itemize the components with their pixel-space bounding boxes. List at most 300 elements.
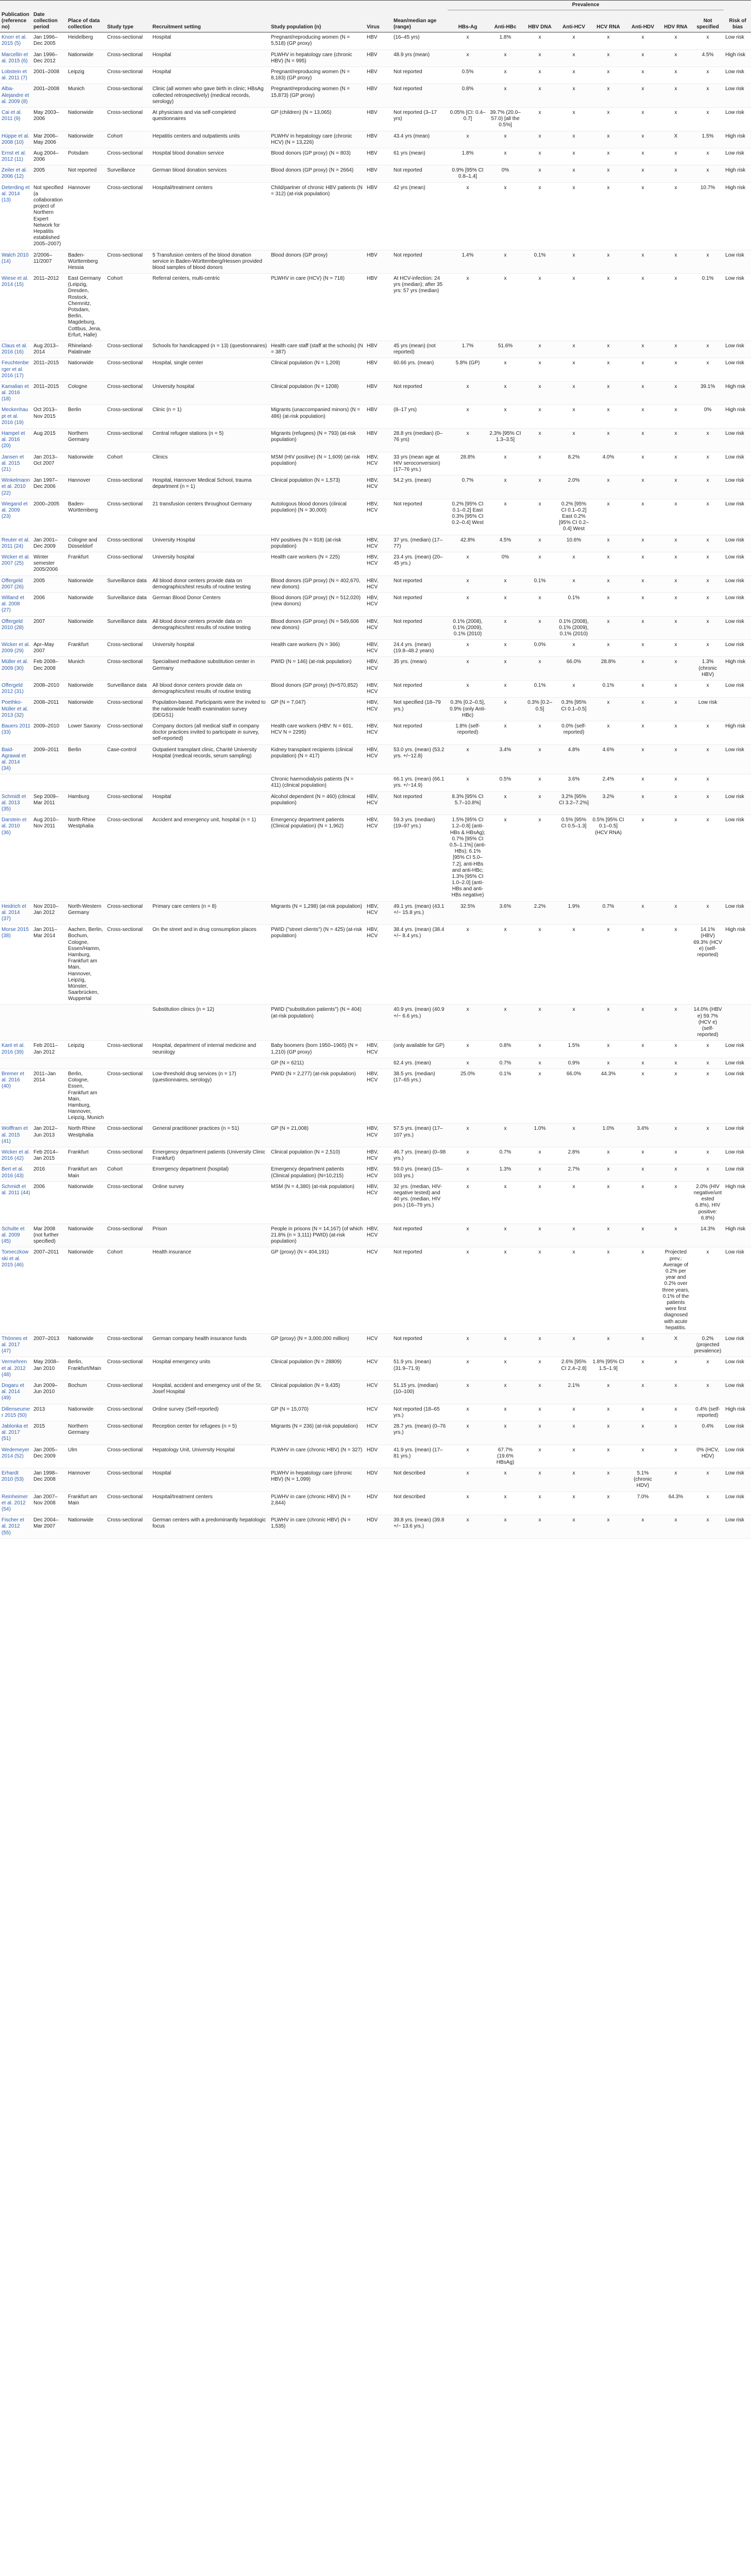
table-cell: Cross-sectional xyxy=(106,552,151,576)
table-cell: Blood donors (GP proxy) (N = 803) xyxy=(269,148,365,165)
table-cell: x xyxy=(591,107,626,131)
table-cell: Population-based. Participants were the invited to the nationwide health examination survey (DEGS1) xyxy=(151,698,269,721)
table-row xyxy=(0,774,751,791)
table-cell: x xyxy=(626,405,660,429)
table-row xyxy=(0,148,751,165)
table-cell: Not specified (a collaboration project of Northern Expert Network for Hepatitis established 2005–2007) xyxy=(32,182,66,250)
table-cell: Low risk xyxy=(724,1041,751,1058)
table-cell: Cross-sectional xyxy=(106,815,151,901)
table-cell: German Blood Donor Centers xyxy=(151,592,269,616)
table-cell: x xyxy=(591,640,626,657)
table-cell: Nationwide xyxy=(66,681,106,698)
table-cell: 1.9% xyxy=(557,901,591,925)
table-cell: 28.8 yrs (median) (0–76 yrs) xyxy=(392,429,448,452)
table-cell: 2/2006–11/2007 xyxy=(32,250,66,274)
table-cell: x xyxy=(557,1333,591,1357)
table-cell: x xyxy=(523,1445,557,1468)
publication-cell: Kant et al. 2016 (39) xyxy=(0,1041,32,1058)
table-row xyxy=(0,67,751,84)
table-cell: Sep 2009–Mar 2011 xyxy=(32,791,66,815)
table-cell: x xyxy=(488,575,523,592)
table-cell xyxy=(724,774,751,791)
table-cell: Outpatient transplant clinic, Charité University Hospital (medical records, serum sampling) xyxy=(151,744,269,774)
table-cell: North Rhine Westphalia xyxy=(66,1124,106,1147)
table-cell: Not specified (18–79 yrs.) xyxy=(392,698,448,721)
table-cell: x xyxy=(557,1224,591,1247)
table-cell: x xyxy=(448,1224,488,1247)
table-cell: x xyxy=(591,84,626,108)
table-cell: x xyxy=(692,815,724,901)
table-cell: GP (N = 7,047) xyxy=(269,698,365,721)
table-cell: x xyxy=(448,1515,488,1539)
table-cell: HBV, HCV xyxy=(365,698,392,721)
table-cell: Low risk xyxy=(724,640,751,657)
table-cell: x xyxy=(448,1164,488,1181)
table-cell: PWID (N = 146) (at-risk population) xyxy=(269,657,365,681)
table-cell: x xyxy=(557,575,591,592)
table-cell: x xyxy=(591,1333,626,1357)
table-cell: Nov 2010–Jan 2012 xyxy=(32,901,66,925)
table-cell: HBV, HCV xyxy=(365,1124,392,1147)
publication-cell: Wolffram et al. 2015 (41) xyxy=(0,1124,32,1147)
publication-cell: Bauers 2011 (33) xyxy=(0,721,32,744)
table-cell: x xyxy=(692,901,724,925)
table-cell: x xyxy=(692,148,724,165)
table-cell: HBV xyxy=(365,32,392,49)
publication-cell: Willand et al. 2008 (27) xyxy=(0,592,32,616)
table-cell: Company doctors (all medical staff in company doctor practices invited to participate in survey, self-reported) xyxy=(151,721,269,744)
table-cell: Cross-sectional xyxy=(106,657,151,681)
table-cell: GP (proxy) (N = 404,191) xyxy=(269,1247,365,1333)
table-cell: Hospital xyxy=(151,32,269,49)
table-cell: 0.4% (self-reported) xyxy=(692,1404,724,1421)
table-cell: x xyxy=(448,657,488,681)
table-cell: Nationwide xyxy=(66,575,106,592)
table-cell: 62.4 yrs. (mean) xyxy=(392,1058,448,1069)
table-cell: x xyxy=(523,131,557,148)
table-cell: x xyxy=(626,1421,660,1445)
table-cell: x xyxy=(523,657,557,681)
table-cell: x xyxy=(557,925,591,1005)
table-cell: Nationwide xyxy=(66,107,106,131)
table-cell: x xyxy=(448,1468,488,1492)
table-cell: Cross-sectional xyxy=(106,341,151,358)
publication-cell: Lobstein et al. 2011 (7) xyxy=(0,67,32,84)
table-cell: x xyxy=(591,341,626,358)
table-cell: x xyxy=(591,381,626,405)
table-cell: x xyxy=(660,681,692,698)
table-cell: x xyxy=(448,1247,488,1333)
table-cell xyxy=(66,1005,106,1041)
table-cell: x xyxy=(448,131,488,148)
table-cell: 0.8% xyxy=(448,84,488,108)
table-cell: Cohort xyxy=(106,1164,151,1181)
table-cell: Cross-sectional xyxy=(106,721,151,744)
table-cell: 4.6% xyxy=(591,744,626,774)
publication-cell xyxy=(0,774,32,791)
table-cell: x xyxy=(692,535,724,552)
publication-cell: Bert et al. 2016 (43) xyxy=(0,1164,32,1181)
table-cell: Cross-sectional xyxy=(106,1404,151,1421)
table-cell: Cologne xyxy=(66,381,106,405)
table-cell: x xyxy=(660,476,692,499)
table-cell: x xyxy=(488,1404,523,1421)
table-cell: Hannover xyxy=(66,476,106,499)
table-row xyxy=(0,616,751,640)
table-cell: x xyxy=(660,815,692,901)
table-cell: Pregnant/reproducing women (N = 5,518) (GP proxy) xyxy=(269,32,365,49)
table-cell: Munich xyxy=(66,84,106,108)
column-header: Mean/median age (range) xyxy=(392,10,448,32)
table-row xyxy=(0,381,751,405)
publication-cell: Meckenhaupt et al. 2016 (19) xyxy=(0,405,32,429)
table-cell: x xyxy=(448,774,488,791)
table-cell: Projected prev.: Average of 0.2% per year and 0.2% over three years, 0.1% of the patients were first diagnosed with acute hepatitis. xyxy=(660,1247,692,1333)
table-cell: x xyxy=(523,1164,557,1181)
table-cell: x xyxy=(660,1164,692,1181)
publication-cell: Erhardt 2010 (53) xyxy=(0,1468,32,1492)
table-cell: Not reported xyxy=(392,165,448,182)
table-cell: Low risk xyxy=(724,1445,751,1468)
table-cell: x xyxy=(557,358,591,382)
table-cell: Surveillance data xyxy=(106,575,151,592)
table-cell: x xyxy=(660,405,692,429)
table-cell: Frankfurt xyxy=(66,640,106,657)
table-cell: 5.1% (chronic HDV) xyxy=(626,1468,660,1492)
publication-cell: Winkelmann et al. 2010 (22) xyxy=(0,476,32,499)
table-cell: x xyxy=(591,698,626,721)
table-cell: East Germany (Leipzig, Dresden, Rostock, Chemnitz, Potsdam, Berlin, Magdeburg, Cottbus, Jena, Erfurt, Halle) xyxy=(66,274,106,341)
table-cell: Mar 2008 (not further specified) xyxy=(32,1224,66,1247)
table-cell: Low risk xyxy=(724,1515,751,1539)
table-cell: x xyxy=(488,815,523,901)
table-cell: x xyxy=(660,1124,692,1147)
table-cell: x xyxy=(488,1247,523,1333)
table-cell xyxy=(365,1005,392,1041)
table-cell: 1.4% xyxy=(448,250,488,274)
table-cell: Health care workers (N = 366) xyxy=(269,640,365,657)
table-cell: Feb 2011–Jan 2012 xyxy=(32,1041,66,1058)
table-cell: Hospital xyxy=(151,49,269,66)
table-cell: x xyxy=(626,815,660,901)
table-cell: Accident and emergency unit, hospital (n = 1) xyxy=(151,815,269,901)
table-cell: x xyxy=(448,49,488,66)
table-cell xyxy=(106,774,151,791)
table-cell: x xyxy=(557,274,591,341)
table-cell: Aachen, Berlin, Bochum, Cologne, Essen/Hamm, Hamburg, Frankfurt am Main, Hannover, Leipzig, Münster, Saarbrücken, Wuppertal xyxy=(66,925,106,1005)
table-cell: Blood donors (GP proxy) (N = 2664) xyxy=(269,165,365,182)
table-cell: 1.0% xyxy=(523,1124,557,1147)
table-cell: Hospital xyxy=(151,67,269,84)
table-cell: x xyxy=(626,535,660,552)
table-cell: 53.0 yrs. (mean) (53.2 yrs. +/−12.8) xyxy=(392,744,448,774)
table-cell: PWID ("substitution patients") (N = 404) (at-risk population) xyxy=(269,1005,365,1041)
table-cell: x xyxy=(523,1333,557,1357)
table-cell: Baby boomers (born 1950–1965) (N = 1,210) (GP proxy) xyxy=(269,1041,365,1058)
publication-cell: Knorr et al. 2015 (5) xyxy=(0,32,32,49)
table-cell: Nationwide xyxy=(66,1181,106,1224)
table-cell: x xyxy=(692,452,724,476)
table-cell: x xyxy=(591,1224,626,1247)
table-cell: Cross-sectional xyxy=(106,1041,151,1058)
table-cell: X xyxy=(660,1333,692,1357)
table-cell: Low risk xyxy=(724,535,751,552)
table-row xyxy=(0,575,751,592)
table-cell: x xyxy=(488,499,523,535)
table-cell: 0.5% xyxy=(448,67,488,84)
table-row xyxy=(0,698,751,721)
table-cell: HBV xyxy=(365,49,392,66)
table-cell: (8–17 yrs) xyxy=(392,405,448,429)
table-cell: Cross-sectional xyxy=(106,1515,151,1539)
table-cell: MSM (N = 4,380) (at-risk population) xyxy=(269,1181,365,1224)
table-cell: Nationwide xyxy=(66,1333,106,1357)
table-cell: Low risk xyxy=(724,250,751,274)
publication-cell: Müller et al. 2009 (30) xyxy=(0,657,32,681)
table-cell: HBV xyxy=(365,405,392,429)
table-cell: Berlin xyxy=(66,744,106,774)
table-cell: PLWHV in care (chronic HBV) (N = 2,844) xyxy=(269,1492,365,1515)
table-cell: High risk xyxy=(724,925,751,1005)
table-cell: 2001–2008 xyxy=(32,84,66,108)
table-cell: x xyxy=(591,1381,626,1404)
table-cell: x xyxy=(692,84,724,108)
table-cell: x xyxy=(660,148,692,165)
table-cell: 48.9 yrs (mean) xyxy=(392,49,448,66)
table-cell: Nationwide xyxy=(66,131,106,148)
table-cell: x xyxy=(660,535,692,552)
table-cell: x xyxy=(591,1404,626,1421)
table-cell: x xyxy=(692,616,724,640)
table-cell: Health care staff (staff at the schools) (N = 387) xyxy=(269,341,365,358)
table-cell: x xyxy=(591,165,626,182)
table-cell: x xyxy=(626,182,660,250)
table-cell: 2007–2011 xyxy=(32,1247,66,1333)
column-header: Place of data collection xyxy=(66,10,106,32)
table-cell: x xyxy=(660,381,692,405)
table-cell: Cohort xyxy=(106,1247,151,1333)
table-cell: x xyxy=(488,1357,523,1381)
table-cell: x xyxy=(626,744,660,774)
table-cell: Cross-sectional xyxy=(106,1224,151,1247)
table-cell: Online survey xyxy=(151,1181,269,1224)
table-cell: German centers with a predominantly hepatologic focus xyxy=(151,1515,269,1539)
publication-cell: Reinheimer et al. 2012 (54) xyxy=(0,1492,32,1515)
table-cell xyxy=(151,1058,269,1069)
table-cell: x xyxy=(591,1058,626,1069)
table-cell: x xyxy=(488,1333,523,1357)
publication-cell: Offergeld 2007 (26) xyxy=(0,575,32,592)
table-row xyxy=(0,552,751,576)
prevalence-group-header: Prevalence xyxy=(448,1,724,10)
table-cell: 0.3% [0.2–0.5], 0.9% (only Anti-HBc) xyxy=(448,698,488,721)
table-cell: 0.1% xyxy=(591,681,626,698)
table-cell: x xyxy=(557,1421,591,1445)
table-cell: HCV xyxy=(365,1404,392,1421)
table-cell: HDV xyxy=(365,1468,392,1492)
table-cell: x xyxy=(626,1181,660,1224)
table-cell: Clinic (n = 1) xyxy=(151,405,269,429)
table-cell: HIV positives (N = 918) (at-risk population) xyxy=(269,535,365,552)
publication-cell: Darstein et al. 2010 (36) xyxy=(0,815,32,901)
table-cell: x xyxy=(692,1041,724,1058)
publication-cell: Wicker et al. 2009 (29) xyxy=(0,640,32,657)
table-cell: General practitioner practices (n = 51) xyxy=(151,1124,269,1147)
table-cell: x xyxy=(591,131,626,148)
table-cell: PLWHV in care (chronic HBV) (N = 327) xyxy=(269,1445,365,1468)
table-cell: Clinical population (N = 1,573) xyxy=(269,476,365,499)
table-cell: 2007–2013 xyxy=(32,1333,66,1357)
publication-cell: Baid-Agrawal et al. 2014 (34) xyxy=(0,744,32,774)
table-cell: HCV xyxy=(365,1333,392,1357)
publication-cell: Wiegand et al. 2009 (23) xyxy=(0,499,32,535)
table-cell: 4.5% xyxy=(488,535,523,552)
table-cell: 4.5% xyxy=(692,49,724,66)
table-cell: 3.6% xyxy=(557,774,591,791)
table-cell: 14.3% xyxy=(692,1224,724,1247)
table-cell: Cross-sectional xyxy=(106,535,151,552)
publication-cell: Feuchtenberger et al. 2016 (17) xyxy=(0,358,32,382)
table-cell: All blood donor centers provide data on demographics/test results of routine testing xyxy=(151,681,269,698)
table-cell: x xyxy=(591,148,626,165)
table-cell: University hospital xyxy=(151,381,269,405)
table-cell: Low risk xyxy=(724,358,751,382)
table-cell: x xyxy=(692,1147,724,1164)
table-row xyxy=(0,452,751,476)
table-cell: x xyxy=(660,1445,692,1468)
table-cell: x xyxy=(488,640,523,657)
table-cell: Low risk xyxy=(724,107,751,131)
table-cell: 64.3% xyxy=(660,1492,692,1515)
table-cell: Emergency department patients (University Clinic Frankfurt) xyxy=(151,1147,269,1164)
table-cell: x xyxy=(523,552,557,576)
table-cell: x xyxy=(591,925,626,1005)
table-cell: Surveillance data xyxy=(106,681,151,698)
publication-cell: Claus et al. 2016 (16) xyxy=(0,341,32,358)
table-cell: x xyxy=(626,901,660,925)
table-row xyxy=(0,107,751,131)
table-cell: Jan 1996–Dec 2005 xyxy=(32,32,66,49)
table-cell: x xyxy=(488,182,523,250)
table-cell: x xyxy=(523,274,557,341)
table-cell: HCV xyxy=(365,1421,392,1445)
table-cell: 0% xyxy=(488,552,523,576)
table-cell: x xyxy=(557,182,591,250)
table-cell: PLWHV in care (HCV) (N = 718) xyxy=(269,274,365,341)
table-cell: 2009–2010 xyxy=(32,721,66,744)
table-cell: Lower Saxony xyxy=(66,721,106,744)
table-cell: x xyxy=(626,791,660,815)
table-cell: x xyxy=(626,1247,660,1333)
publication-cell: Bremer et al. 2016 (40) xyxy=(0,1069,32,1124)
table-cell: x xyxy=(523,1058,557,1069)
table-cell: 2.0% (HIV negative/untested 6.8%), HIV positive: 6.8%) xyxy=(692,1181,724,1224)
table-cell: Cross-sectional xyxy=(106,32,151,49)
table-cell: x xyxy=(488,358,523,382)
table-cell: PWID ("street clients") (N = 425) (at-risk population) xyxy=(269,925,365,1005)
table-cell: Nationwide xyxy=(66,1404,106,1421)
table-cell: GP (children) (N = 13,065) xyxy=(269,107,365,131)
table-cell: x xyxy=(523,1381,557,1404)
table-cell: x xyxy=(626,165,660,182)
table-cell xyxy=(151,774,269,791)
table-body xyxy=(0,32,751,1539)
table-cell: x xyxy=(660,182,692,250)
table-cell: Jan 1998–Dec 2008 xyxy=(32,1468,66,1492)
table-cell xyxy=(365,774,392,791)
table-cell: x xyxy=(660,499,692,535)
table-row xyxy=(0,535,751,552)
table-cell: Not reported xyxy=(392,1333,448,1357)
table-cell: Baden-Württemberg xyxy=(66,499,106,535)
table-cell: x xyxy=(591,575,626,592)
table-cell: 38.5 yrs. (median) (17–65 yrs.) xyxy=(392,1069,448,1124)
table-cell: x xyxy=(692,1357,724,1381)
table-cell: Aug 2010–Nov 2011 xyxy=(32,815,66,901)
table-cell: x xyxy=(448,744,488,774)
table-cell: Not reported xyxy=(392,721,448,744)
table-cell: High risk xyxy=(724,1181,751,1224)
header-cell xyxy=(392,1,448,10)
table-cell: Nationwide xyxy=(66,1247,106,1333)
table-row xyxy=(0,1069,751,1124)
table-cell: Health care workers (N = 225) xyxy=(269,552,365,576)
table-cell: x xyxy=(660,1357,692,1381)
table-cell: Clinical population (N = 1208) xyxy=(269,381,365,405)
table-cell: x xyxy=(591,1421,626,1445)
table-cell: 2008–2010 xyxy=(32,681,66,698)
table-cell: Nationwide xyxy=(66,452,106,476)
table-cell: 39.1% xyxy=(692,381,724,405)
table-cell: At physicians and via self-completed questionnaires xyxy=(151,107,269,131)
table-cell: 0.3% [0.2–0.5] xyxy=(523,698,557,721)
table-cell: x xyxy=(523,1515,557,1539)
table-cell: x xyxy=(626,575,660,592)
table-cell: 66.1 yrs. (mean) (66.1 yrs. +/−14.9) xyxy=(392,774,448,791)
table-cell: x xyxy=(660,925,692,1005)
table-cell: 1.5% xyxy=(692,131,724,148)
table-cell: HBV, HCV xyxy=(365,815,392,901)
table-cell: x xyxy=(448,1005,488,1041)
table-cell: x xyxy=(523,182,557,250)
table-cell: x xyxy=(448,1147,488,1164)
table-cell: Hospital xyxy=(151,1468,269,1492)
table-cell: Low risk xyxy=(724,1147,751,1164)
table-cell: 14.1% (HBV) 69.3% (HCV e) (self-reported) xyxy=(692,925,724,1005)
table-cell: HBV xyxy=(365,341,392,358)
table-cell: x xyxy=(488,405,523,429)
table-cell xyxy=(32,1058,66,1069)
table-cell: x xyxy=(557,1247,591,1333)
table-cell: 2009–2011 xyxy=(32,744,66,774)
table-cell: Blood donors (GP proxy) (N = 402,670, new donors) xyxy=(269,575,365,592)
table-row xyxy=(0,681,751,698)
table-cell: HBV, HCV xyxy=(365,1041,392,1058)
table-cell: x xyxy=(557,32,591,49)
table-cell: x xyxy=(591,535,626,552)
table-cell: x xyxy=(660,1147,692,1164)
table-cell: x xyxy=(523,341,557,358)
table-cell: x xyxy=(692,1069,724,1124)
table-cell: x xyxy=(591,616,626,640)
table-cell: x xyxy=(523,791,557,815)
table-cell: x xyxy=(488,84,523,108)
header-cell xyxy=(106,1,151,10)
table-cell: 0.2% [95% CI 0.1–0.2] East 0.3% [95% CI 0.2–0.4] West xyxy=(448,499,488,535)
table-cell: x xyxy=(591,552,626,576)
table-cell: x xyxy=(692,744,724,774)
table-cell: x xyxy=(692,791,724,815)
